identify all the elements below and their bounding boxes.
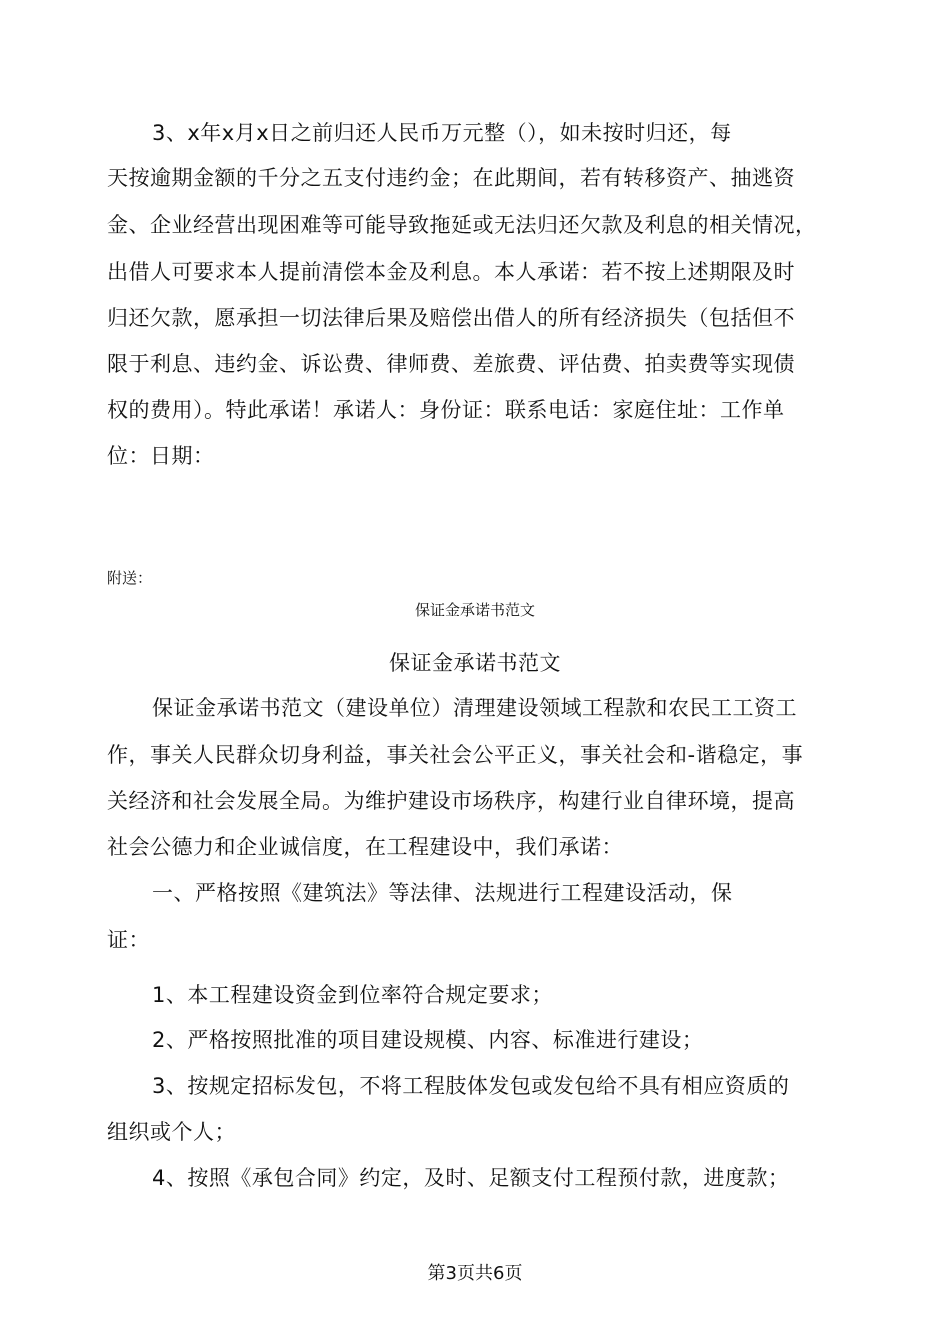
text-line: 限于利息、违约金、诉讼费、律师费、差旅费、评估费、拍卖费等实现债 <box>107 352 795 376</box>
text-line: 金、企业经营出现困难等可能导致拖延或无法归还欠款及利息的相关情况， <box>107 213 817 237</box>
small-title: 保证金承诺书范文 <box>414 601 535 619</box>
text-line: 天按逾期金额的千分之五支付违约金；在此期间，若有转移资产、抽逃资 <box>107 166 795 190</box>
list-item: 4、按照《承包合同》约定，及时、足额支付工程预付款，进度款； <box>152 1166 790 1190</box>
text-line: 一、严格按照《建筑法》等法律、法规进行工程建设活动，保 <box>152 881 733 905</box>
list-item: 2、严格按照批准的项目建设规模、内容、标准进行建设； <box>152 1028 704 1052</box>
text-line: 位：日期： <box>107 444 215 468</box>
text-line: 出借人可要求本人提前清偿本金及利息。本人承诺：若不按上述期限及时 <box>107 260 795 284</box>
attachment-label: 附送： <box>107 569 153 587</box>
text-line: 社会公德力和企业诚信度，在工程建设中，我们承诺： <box>107 835 623 859</box>
text-line: 归还欠款，愿承担一切法律后果及赔偿出借人的所有经济损失（包括但不 <box>107 306 795 330</box>
text-line: 组织或个人； <box>107 1120 236 1144</box>
text-line: 3、x年x月x日之前归还人民币万元整（），如未按时归还，每 <box>152 121 732 145</box>
text-line: 作，事关人民群众切身利益，事关社会公平正义，事关社会和-谐稳定，事 <box>107 743 804 767</box>
text-line: 证： <box>107 928 150 952</box>
page-number: 第3页共6页 <box>427 1263 523 1284</box>
text-line: 关经济和社会发展全局。为维护建设市场秩序，构建行业自律环境，提高 <box>107 789 795 813</box>
text-line: 保证金承诺书范文（建设单位）清理建设领域工程款和农民工工资工 <box>152 696 797 720</box>
list-item: 1、本工程建设资金到位率符合规定要求； <box>152 983 553 1007</box>
list-item: 3、按规定招标发包，不将工程肢体发包或发包给不具有相应资质的 <box>152 1074 790 1098</box>
text-line: 权的费用）。特此承诺！承诺人：身份证：联系电话：家庭住址：工作单 <box>107 398 785 422</box>
page-title: 保证金承诺书范文 <box>389 651 561 675</box>
